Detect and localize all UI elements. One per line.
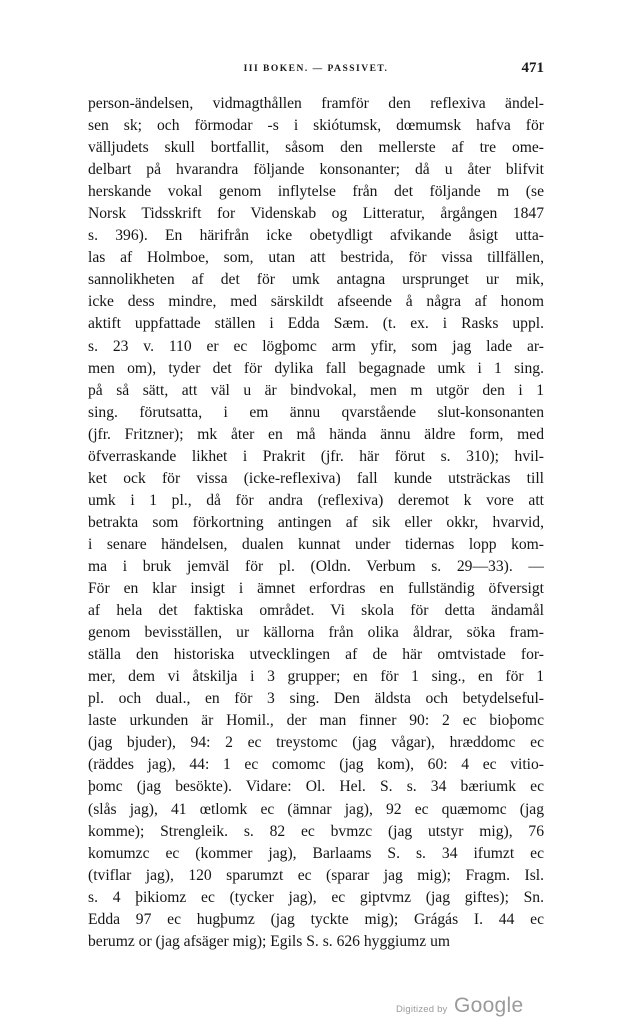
digitized-watermark — [396, 994, 524, 1018]
text-line: Edda 97 ec hugþumz (jag tyckte mig); Grágás I. 44 ec — [88, 910, 544, 928]
text-line: (räddes jag), 44: 1 ec comomc (jag kom), 60: 4 ec vitio- — [88, 756, 544, 774]
text-line: sen sk; och förmodar -s i skiótumsk, dœmumsk hafva för — [88, 117, 544, 135]
text-line: öfverraskande likhet i Prakrit (jfr. här förut s. 310); hvil- — [88, 447, 544, 465]
text-line: person-ändelsen, vidmagthållen framför den reflexiva ändel- — [88, 95, 544, 112]
running-head — [88, 60, 544, 80]
running-title: III BOKEN. — PASSIVET. — [243, 64, 389, 74]
text-line: betrakta som förkortning antingen af sik eller okkr, hvarvid, — [88, 513, 544, 531]
body-text — [88, 93, 544, 953]
text-line: komme); Strengleik. s. 82 ec bvmzc (jag utstyr mig), 76 — [88, 822, 544, 840]
text-line: sing. förutsatta, i em ännu qvarstående slut-konsonanten — [88, 403, 544, 421]
text-line: delbart på hvarandra följande konsonanter; då u åter blifvit — [88, 161, 544, 179]
text-line: (jag bjuder), 94: 2 ec treystomc (jag vågar), hræddomc ec — [88, 734, 544, 752]
text-line: ställa den historiska utvecklingen af de här omtvistade for- — [88, 646, 544, 664]
text-line: (tviflar jag), 120 sparumzt ec (sparar jag mig); Fragm. Isl. — [88, 866, 544, 884]
text-line: las af Holmboe, som, utan att bestrida, för vissa tillfällen, — [88, 249, 544, 267]
text-line: ma i bruk jemväl för pl. (Oldn. Verbum s. 29—33). — — [88, 557, 544, 575]
text-line: genom bevisställen, ur källorna från olika åldrar, söka fram- — [88, 624, 544, 642]
text-line: Norsk Tidsskrift for Videnskab og Litteratur, årgången 1847 — [88, 205, 544, 223]
text-line: sannolikheten af det för umk antagna ursprunget ur mik, — [88, 271, 544, 289]
text-line: För en klar insigt i ämnet erfordras en fullständig öfversigt — [88, 580, 544, 598]
text-line: mer, dem vi åtskilja i 3 grupper; en för 1 sing., en för 1 — [88, 668, 544, 686]
text-line: (slås jag), 41 œtlomk ec (ämnar jag), 92 ec quæmomc (jag — [88, 800, 544, 818]
text-line: välljudets skull bortfallit, såsom den mellerste af tre ome- — [88, 139, 544, 157]
text-line: s. 396). En härifrån icke obetydligt afvikande åsigt utta- — [88, 227, 544, 245]
text-line: herskande vokal genom inflytelse från det följande m (se — [88, 183, 544, 201]
text-line: på så sätt, att väl u är bindvokal, men m utgör den i 1 — [88, 381, 544, 399]
text-line: men om), tyder det för dylika fall begagnade umk i 1 sing. — [88, 359, 544, 377]
text-line: berumz or (jag afsäger mig); Egils S. s. 626 hyggiumz um — [88, 932, 451, 950]
text-line: laste urkunden är Homil., der man finner 90: 2 ec bioþomc — [88, 712, 544, 730]
text-line: ket ock för vissa (icke-reflexiva) fall kunde utsträckas till — [88, 469, 544, 487]
text-line: i senare händelsen, dualen kunnat under tidernas lopp kom- — [88, 535, 544, 553]
text-line: komumzc ec (kommer jag), Barlaams S. s. 34 ifumzt ec — [88, 844, 544, 862]
text-line: s. 23 v. 110 er ec lögþomc arm yfir, som jag lade ar- — [88, 337, 544, 355]
text-line: aktift uppfattade ställen i Edda Sæm. (t. ex. i Rasks uppl. — [88, 315, 544, 333]
digitized-prefix: Digitized by — [396, 1004, 448, 1015]
text-line: (jfr. Fritzner); mk åter en må hända ännu äldre form, med — [88, 425, 544, 443]
text-line: s. 4 þikiomz ec (tycker jag), ec giptvmz (jag giftes); Sn. — [88, 888, 544, 906]
google-logo: Google — [453, 994, 524, 1017]
text-line: pl. och dual., en för 3 sing. Den äldsta och betydelseful- — [88, 690, 544, 708]
text-line: þomc (jag besökte). Vidare: Ol. Hel. S. s. 34 bæriumk ec — [88, 778, 544, 796]
text-line: af hela det faktiska området. Vi skola för detta ändamål — [88, 602, 544, 620]
text-line: umk i 1 pl., då för andra (reflexiva) deremot k vore att — [88, 491, 544, 509]
page-number: 471 — [521, 60, 544, 76]
text-line: icke dess mindre, med särskildt afseende å några af honom — [88, 293, 544, 311]
